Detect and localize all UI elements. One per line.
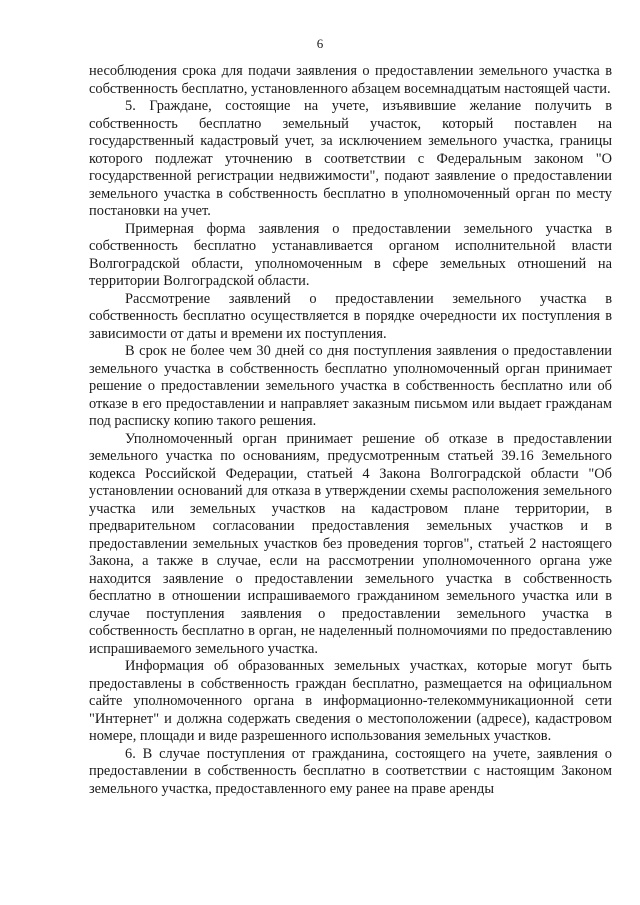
paragraph-item-5: 5. Граждане, состоящие на учете, изъявившие желание получить в собственность бесплатно земельный участок, который поставлен на государственный кадастровый учет, за исключением земельного участка, границы которого подлежат уточнению в соответствии с Федеральным законом "О государственной регистрации недвижимости", подают заявление о предоставлении земельного участка в собственность бесплатно в уполномоченный орган по месту постановки на учет. bbox=[89, 98, 612, 219]
paragraph-item-6: 6. В случае поступления от гражданина, состоящего на учете, заявления о предоставлении в собственность бесплатно в соответствии с настоящим Законом земельного участка, предоставленного ему ранее на праве аренды bbox=[89, 745, 612, 797]
page-number: 6 bbox=[316, 36, 324, 51]
paragraph-decision-deadline: В срок не более чем 30 дней со дня поступления заявления о предоставлении земельного участка в собственность бесплатно уполномоченный орган принимает решение о предоставлении земельного участка в собственность бесплатно или об отказе в его предоставлении и направляет заказным письмом или выдает гражданам под расписку копию такого решения. bbox=[89, 343, 612, 429]
document-body bbox=[89, 63, 612, 798]
paragraph-information-publication: Информация об образованных земельных участках, которые могут быть предоставлены в собственность граждан бесплатно, размещается на официальном сайте уполномоченного органа в информационно-телекоммуникационной сети "Интернет" и должна содержать сведения о местоположении (адресе), кадастровом номере, площади и виде разрешенного использования земельных участков. bbox=[89, 658, 612, 744]
paragraph-continued: несоблюдения срока для подачи заявления о предоставлении земельного участка в собственность бесплатно, установленного абзацем восемнадцатым настоящей части. bbox=[89, 63, 612, 97]
paragraph-review-order: Рассмотрение заявлений о предоставлении земельного участка в собственность бесплатно осуществляется в порядке очередности их поступления в зависимости от даты и времени их поступления. bbox=[89, 290, 612, 342]
paragraph-refusal-grounds: Уполномоченный орган принимает решение об отказе в предоставлении земельного участка по основаниям, предусмотренным статьей 39.16 Земельного кодекса Российской Федерации, статьей 4 Закона Волгоградской области "Об установлении оснований для отказа в утверждении схемы расположения земельного участка или земельных участков на кадастровом плане территории, в предварительном согласовании предоставления земельных участков и в предоставлении земельных участков без проведения торгов", статьей 2 настоящего Закона, а также в случае, если на рассмотрении уполномоченного органа уже находится заявление о предоставлении земельного участка в собственность бесплатно в отношении испрашиваемого гражданином земельного участка или в случае поступления заявления о предоставлении земельного участка в собственность бесплатно в орган, не наделенный полномочиями по предоставлению испрашиваемого земельного участка. bbox=[89, 430, 612, 657]
paragraph-application-form: Примерная форма заявления о предоставлении земельного участка в собственность бесплатно устанавливается органом исполнительной власти Волгоградской области, уполномоченным в сфере земельных отношений на территории Волгоградской области. bbox=[89, 220, 612, 289]
